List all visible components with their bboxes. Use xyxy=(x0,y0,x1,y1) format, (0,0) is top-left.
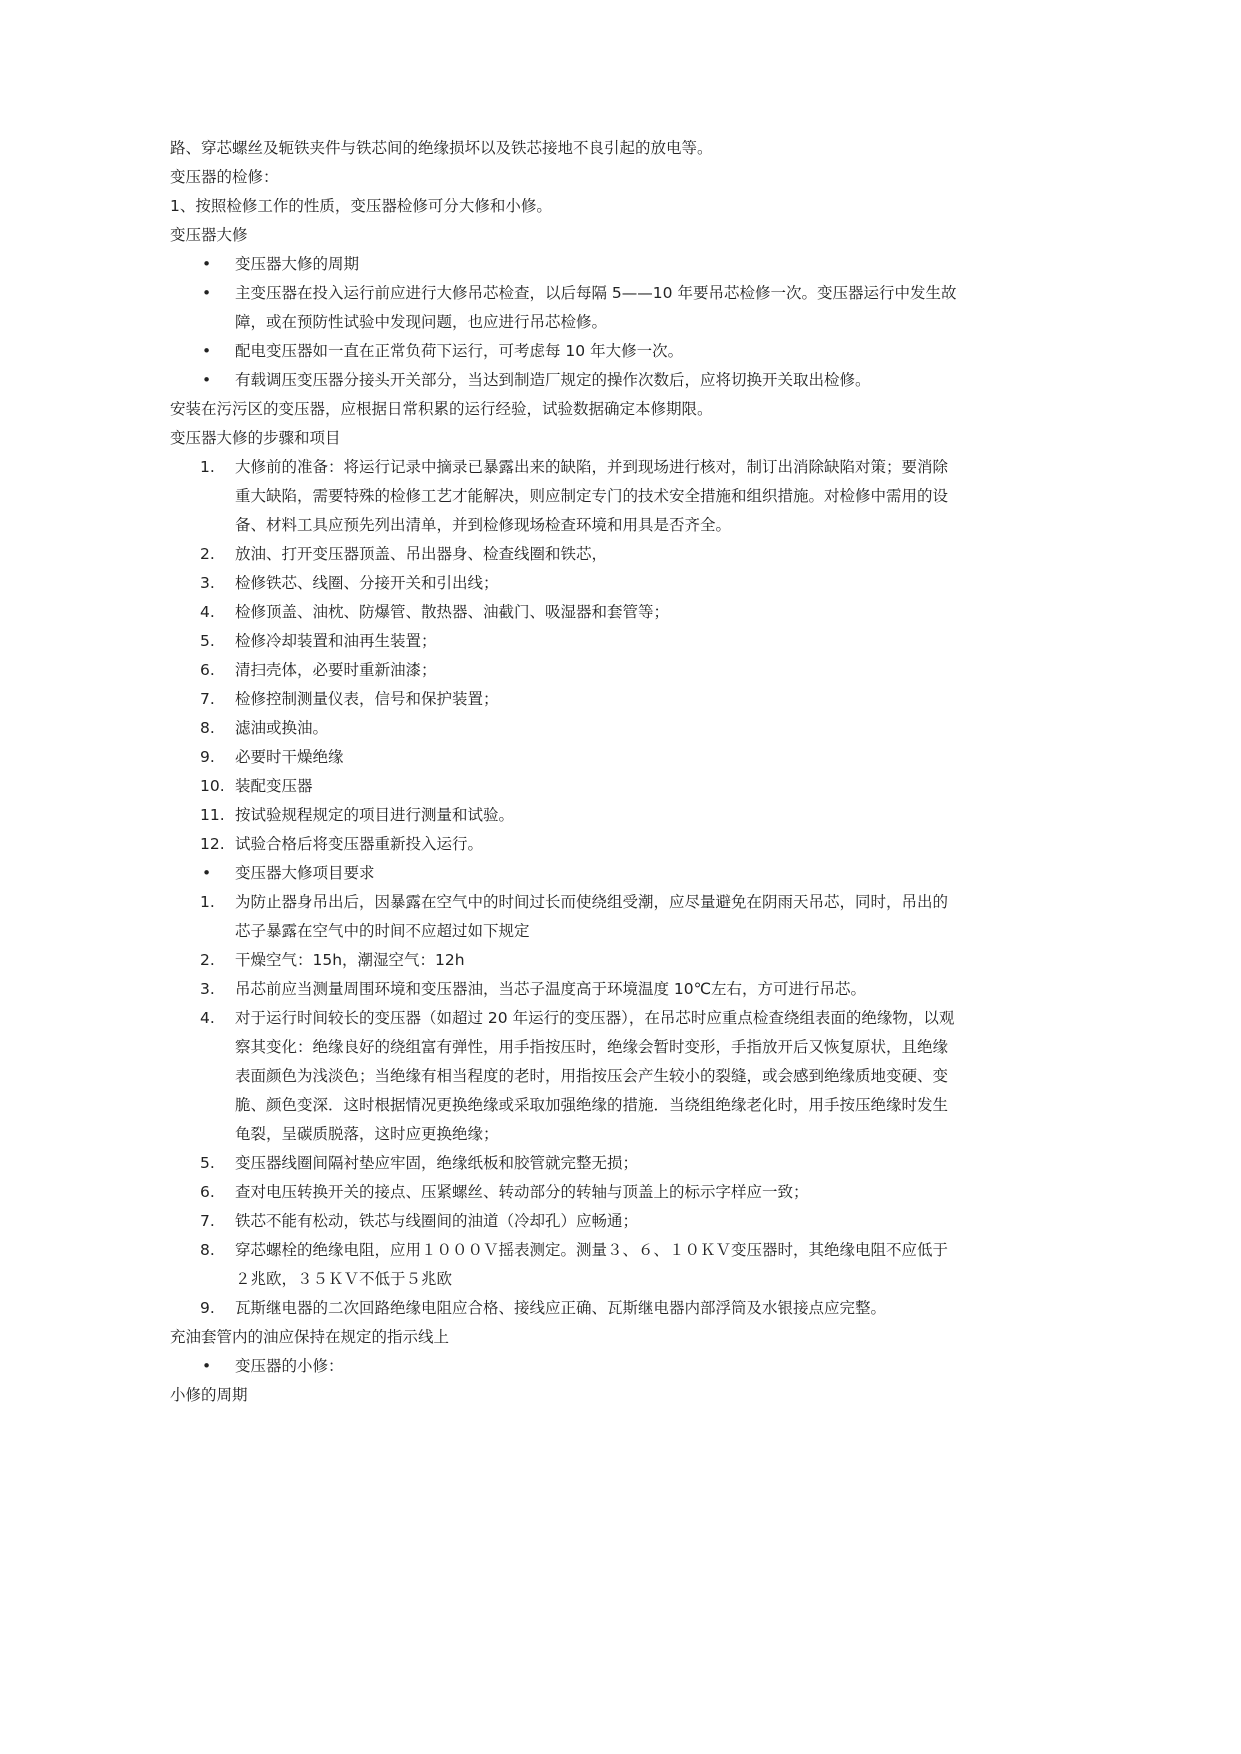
numbered-item xyxy=(170,1294,960,1323)
numbered-item xyxy=(170,1004,960,1149)
list-marker: • xyxy=(202,371,212,389)
list-item-text: 吊芯前应当测量周围环境和变压器油，当芯子温度高于环境温度 10℃左右，方可进行吊芯。 xyxy=(235,980,867,998)
bullet-item xyxy=(170,1352,960,1381)
list-marker: 3. xyxy=(200,574,215,592)
list-item-text: 查对电压转换开关的接点、压紧螺丝、转动部分的转轴与顶盖上的标示字样应一致； xyxy=(235,1183,809,1201)
bullet-item xyxy=(170,337,960,366)
list-item-text: 装配变压器 xyxy=(235,777,313,795)
list-marker: • xyxy=(202,284,212,302)
list-marker: 1. xyxy=(200,893,215,911)
paragraph: 安装在污污区的变压器，应根据日常积累的运行经验，试验数据确定本修期限。 xyxy=(170,400,713,418)
bullet-item xyxy=(170,279,960,337)
list-item-text: 瓦斯继电器的二次回路绝缘电阻应合格、接线应正确、瓦斯继电器内部浮筒及水银接点应完整。 xyxy=(235,1299,887,1317)
list-marker: 1. xyxy=(200,458,215,476)
numbered-item xyxy=(170,627,960,656)
list-item-text: 主变压器在投入运行前应进行大修吊芯检查，以后每隔 5——10 年要吊芯检修一次。变压器运行中发生故障，或在预防性试验中发现问题，也应进行吊芯检修。 xyxy=(235,284,957,331)
numbered-item xyxy=(170,946,960,975)
numbered-item xyxy=(170,1207,960,1236)
list-marker: 8. xyxy=(200,1241,215,1259)
numbered-item xyxy=(170,801,960,830)
list-item-text: 铁芯不能有松动，铁芯与线圈间的油道（冷却孔）应畅通； xyxy=(235,1212,639,1230)
list-marker: 2. xyxy=(200,951,215,969)
numbered-item xyxy=(170,830,960,859)
paragraph: 小修的周期 xyxy=(170,1386,248,1404)
numbered-item xyxy=(170,743,960,772)
bullet-item xyxy=(170,859,960,888)
numbered-item xyxy=(170,1149,960,1178)
list-marker: 12. xyxy=(200,835,225,853)
list-marker: 10. xyxy=(200,777,225,795)
numbered-item xyxy=(170,685,960,714)
list-marker: 5. xyxy=(200,632,215,650)
list-item-text: 试验合格后将变压器重新投入运行。 xyxy=(235,835,484,853)
list-marker: 9. xyxy=(200,748,215,766)
list-marker: • xyxy=(202,255,212,273)
list-item-text: 按试验规程规定的项目进行测量和试验。 xyxy=(235,806,515,824)
list-item-text: 变压器线圈间隔衬垫应牢固，绝缘纸板和胶管就完整无损； xyxy=(235,1154,639,1172)
list-item-text: 配电变压器如一直在正常负荷下运行，可考虑每 10 年大修一次。 xyxy=(235,342,684,360)
numbered-item xyxy=(170,598,960,627)
list-marker: 9. xyxy=(200,1299,215,1317)
list-item-text: 大修前的准备：将运行记录中摘录已暴露出来的缺陷，并到现场进行核对，制订出消除缺陷对策；要消除重大缺陷，需要特殊的检修工艺才能解决，则应制定专门的技术安全措施和组织措施。对检修中需用的设备、材料工具应预先列出清单，并到检修现场检查环境和用具是否齐全。 xyxy=(235,458,949,534)
numbered-item xyxy=(170,656,960,685)
list-marker: 8. xyxy=(200,719,215,737)
numbered-item xyxy=(170,888,960,946)
bullet-item xyxy=(170,366,960,395)
list-marker: • xyxy=(202,342,212,360)
list-marker: 7. xyxy=(200,1212,215,1230)
numbered-item xyxy=(170,714,960,743)
paragraph: 1、按照检修工作的性质，变压器检修可分大修和小修。 xyxy=(170,197,552,215)
list-item-text: 检修顶盖、油枕、防爆管、散热器、油截门、吸湿器和套管等； xyxy=(235,603,670,621)
list-marker: 6. xyxy=(200,1183,215,1201)
list-marker: 3. xyxy=(200,980,215,998)
list-marker: 6. xyxy=(200,661,215,679)
list-item-text: 对于运行时间较长的变压器（如超过 20 年运行的变压器），在吊芯时应重点检查绕组表面的绝缘物，以观察其变化：绝缘良好的绕组富有弹性，用手指按压时，绝缘会暂时变形，手指放开后又恢复原状，且绝缘表面颜色为浅淡色；当绝缘有相当程度的老时，用指按压会产生较小的裂缝，或会感到绝缘质地变硬、变脆、颜色变深．这时根据情况更换绝缘或采取加强绝缘的措施．当绕组绝缘老化时，用手按压绝缘时发生龟裂，呈碳质脱落，这时应更换绝缘； xyxy=(235,1009,955,1143)
list-item-text: 为防止器身吊出后，因暴露在空气中的时间过长而使绕组受潮，应尽量避免在阴雨天吊芯，同时，吊出的芯子暴露在空气中的时间不应超过如下规定 xyxy=(235,893,949,940)
list-item-text: 清扫壳体，必要时重新油漆； xyxy=(235,661,437,679)
list-item-text: 检修控制测量仪表，信号和保护装置； xyxy=(235,690,499,708)
paragraph: 变压器大修 xyxy=(170,226,248,244)
list-marker: 4. xyxy=(200,603,215,621)
list-item-text: 滤油或换油。 xyxy=(235,719,329,737)
paragraph: 充油套管内的油应保持在规定的指示线上 xyxy=(170,1328,450,1346)
numbered-item xyxy=(170,540,960,569)
list-item-text: 变压器的小修： xyxy=(235,1357,344,1375)
list-item-text: 有载调压变压器分接头开关部分，当达到制造厂规定的操作次数后，应将切换开关取出检修。 xyxy=(235,371,871,389)
numbered-item xyxy=(170,453,960,540)
list-item-text: 干燥空气：15h，潮湿空气：12h xyxy=(235,951,465,969)
list-marker: • xyxy=(202,864,212,882)
list-item-text: 检修冷却装置和油再生装置； xyxy=(235,632,437,650)
list-marker: 7. xyxy=(200,690,215,708)
numbered-item xyxy=(170,975,960,1004)
list-item-text: 必要时干燥绝缘 xyxy=(235,748,344,766)
paragraph: 变压器大修的步骤和项目 xyxy=(170,429,341,447)
numbered-item xyxy=(170,1236,960,1294)
numbered-item xyxy=(170,1178,960,1207)
list-item-text: 变压器大修项目要求 xyxy=(235,864,375,882)
list-marker: 5. xyxy=(200,1154,215,1172)
document-page xyxy=(170,134,960,1410)
list-marker: 4. xyxy=(200,1009,215,1027)
list-item-text: 穿芯螺栓的绝缘电阻，应用１０００Ｖ摇表测定。测量３、６、１０ＫＶ变压器时，其绝缘电阻不应低于２兆欧，３５ＫＶ不低于５兆欧 xyxy=(235,1241,949,1288)
numbered-item xyxy=(170,569,960,598)
list-item-text: 放油、打开变压器顶盖、吊出器身、检查线圈和铁芯， xyxy=(235,545,608,563)
list-item-text: 变压器大修的周期 xyxy=(235,255,360,273)
list-item-text: 检修铁芯、线圈、分接开关和引出线； xyxy=(235,574,499,592)
list-marker: 11. xyxy=(200,806,225,824)
list-marker: 2. xyxy=(200,545,215,563)
paragraph: 路、穿芯螺丝及轭铁夹件与铁芯间的绝缘损坏以及铁芯接地不良引起的放电等。 xyxy=(170,139,713,157)
numbered-item xyxy=(170,772,960,801)
bullet-item xyxy=(170,250,960,279)
paragraph: 变压器的检修： xyxy=(170,168,279,186)
list-marker: • xyxy=(202,1357,212,1375)
